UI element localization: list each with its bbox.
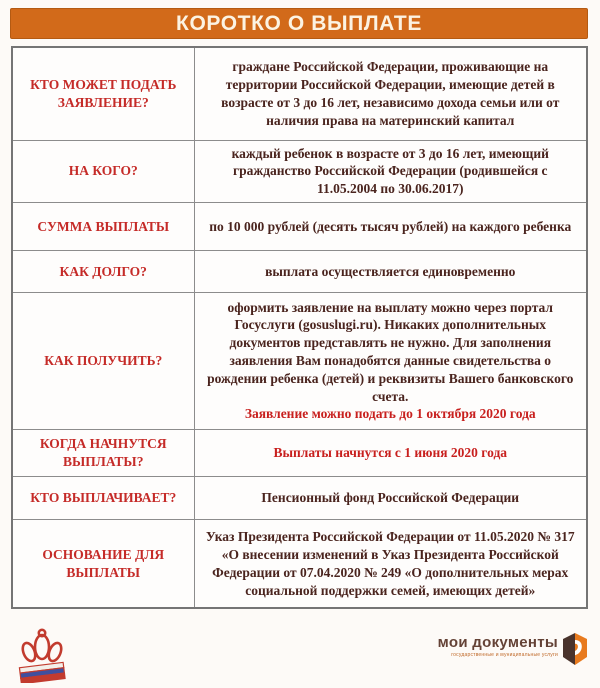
table-row xyxy=(12,47,587,140)
answer-text: по 10 000 рублей (десять тысяч рублей) на каждого ребенка xyxy=(209,218,572,234)
mfc-logo-title: мои документы xyxy=(437,634,558,651)
answer-cell xyxy=(194,250,587,292)
question-cell: КТО ВЫПЛАЧИВАЕТ? xyxy=(12,476,194,519)
answer-cell xyxy=(194,519,587,608)
mfc-logo-text xyxy=(438,632,558,658)
mfc-logo-tagline: государственные и муниципальные услуги xyxy=(451,652,558,658)
table-row xyxy=(12,292,587,429)
question-cell: НА КОГО? xyxy=(12,140,194,202)
answer-text: выплата осуществляется единовременно xyxy=(265,263,516,279)
mfc-logo xyxy=(438,632,588,666)
answer-cell xyxy=(194,140,587,202)
answer-text: каждый ребенок в возрасте от 3 до 16 лет, имеющий гражданство Российской Федерации (родившейся с 11.05.2004 по 30.06.2017) xyxy=(231,145,549,197)
mfc-shield-icon xyxy=(562,632,588,666)
table-row xyxy=(12,519,587,608)
page-title: КОРОТКО О ВЫПЛАТЕ xyxy=(176,11,422,35)
table-row xyxy=(12,476,587,519)
answer-text: Пенсионный фонд Российской Федерации xyxy=(261,490,520,506)
answer-cell xyxy=(194,202,587,250)
question-cell: ОСНОВАНИЕ ДЛЯ ВЫПЛАТЫ xyxy=(12,519,194,608)
question-cell: КАК ПОЛУЧИТЬ? xyxy=(12,292,194,429)
question-cell: СУММА ВЫПЛАТЫ xyxy=(12,202,194,250)
pfr-emblem-icon xyxy=(16,627,68,683)
table-row xyxy=(12,250,587,292)
answer-cell xyxy=(194,292,587,429)
table-row xyxy=(12,429,587,476)
answer-text: граждане Российской Федерации, проживающие на территории Российской Федерации, имеющие детей в возрасте от 3 до 16 лет, независимо дохода семьи или от наличия права на материнский капитал xyxy=(221,59,560,128)
answer-text: Указ Президента Российской Федерации от 11.05.2020 № 317 «О внесении изменений в Указ Президента Российской Федерации от 07.04.2020 № 249 «О дополнительных мерах социальной поддержки семей, имеющих детей» xyxy=(205,529,575,598)
table-row xyxy=(12,140,587,202)
header-banner xyxy=(10,8,588,39)
answer-cell xyxy=(194,476,587,519)
question-cell: КАК ДОЛГО? xyxy=(12,250,194,292)
answer-highlight: Заявление можно подать до 1 октября 2020 года xyxy=(244,406,536,422)
question-cell: КОГДА НАЧНУТСЯ ВЫПЛАТЫ? xyxy=(12,429,194,476)
question-cell: КТО МОЖЕТ ПОДАТЬ ЗАЯВЛЕНИЕ? xyxy=(12,47,194,140)
table-row xyxy=(12,202,587,250)
answer-cell xyxy=(194,429,587,476)
answer-cell xyxy=(194,47,587,140)
answer-text: оформить заявление на выплату можно через портал Госуслуги (gosuslugi.ru). Никаких дополнительных документов представлять не нужно. Для заполнения заявления Вам понадобятся данные свидетельства о рождении ребенка (детей) и реквизиты Вашего банковского счета. xyxy=(207,299,574,404)
answer-highlight: Выплаты начнутся с 1 июня 2020 года xyxy=(273,445,508,461)
payment-info-table xyxy=(11,46,588,609)
